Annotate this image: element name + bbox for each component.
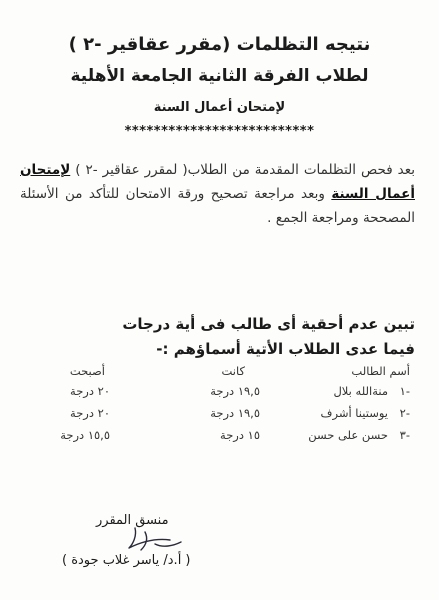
old-grade: ١٥ درجة bbox=[220, 428, 260, 442]
header-student-name: أسم الطالب bbox=[351, 364, 410, 378]
exam-name: لإمتحان أعمال السنة bbox=[153, 100, 286, 115]
document-subtitle: لطلاب الفرقة الثانية الجامعة الأهلية bbox=[70, 66, 369, 86]
result-line-2: فيما عدى الطلاب الأتية أسماؤهم :- bbox=[156, 340, 415, 358]
new-grade: ٢٠ درجة bbox=[70, 406, 110, 420]
row-number: -١ bbox=[399, 384, 410, 398]
table-header bbox=[40, 364, 410, 386]
old-grade: ١٩,٥ درجة bbox=[210, 384, 260, 398]
result-statement bbox=[20, 312, 415, 362]
table-row bbox=[40, 428, 410, 450]
row-number: -٢ bbox=[399, 406, 410, 420]
document-title: نتيجه التظلمات (مقرر عقاقير -٢ ) bbox=[68, 34, 371, 55]
intro-emphasis: لإمتحان أعمال السنة bbox=[20, 162, 415, 202]
header-now: أصبحت bbox=[69, 364, 105, 378]
header-was: كانت bbox=[221, 364, 245, 378]
table-row bbox=[40, 384, 410, 406]
student-name: منةالله بلال bbox=[333, 384, 388, 398]
new-grade: ٢٠ درجة bbox=[70, 384, 110, 398]
intro-paragraph bbox=[20, 158, 415, 230]
result-line-1: تبين عدم أحقية أى طالب فى أية درجات bbox=[122, 315, 415, 333]
signature-image bbox=[115, 522, 185, 556]
intro-text-part2: وبعد مراجعة تصحيح ورقة الامتحان للتأكد من الأسئلة المصححة ومراجعة الجمع . bbox=[20, 186, 415, 226]
student-name: حسن على حسن bbox=[308, 428, 388, 442]
grades-table bbox=[40, 384, 410, 450]
old-grade: ١٩,٥ درجة bbox=[210, 406, 260, 420]
row-number: -٣ bbox=[399, 428, 410, 442]
star-separator: ************************** bbox=[124, 124, 315, 139]
coordinator-label: منسق المقرر bbox=[96, 513, 169, 528]
new-grade: ١٥,٥ درجة bbox=[60, 428, 110, 442]
professor-name: ( أ.د/ ياسر غلاب جودة ) bbox=[62, 553, 191, 568]
student-name: يوستينا أشرف bbox=[320, 406, 388, 420]
table-row bbox=[40, 406, 410, 428]
intro-text-part1: بعد فحص التظلمات المقدمة من الطلاب( لمقرر عقاقير -٢ ) bbox=[70, 162, 415, 178]
